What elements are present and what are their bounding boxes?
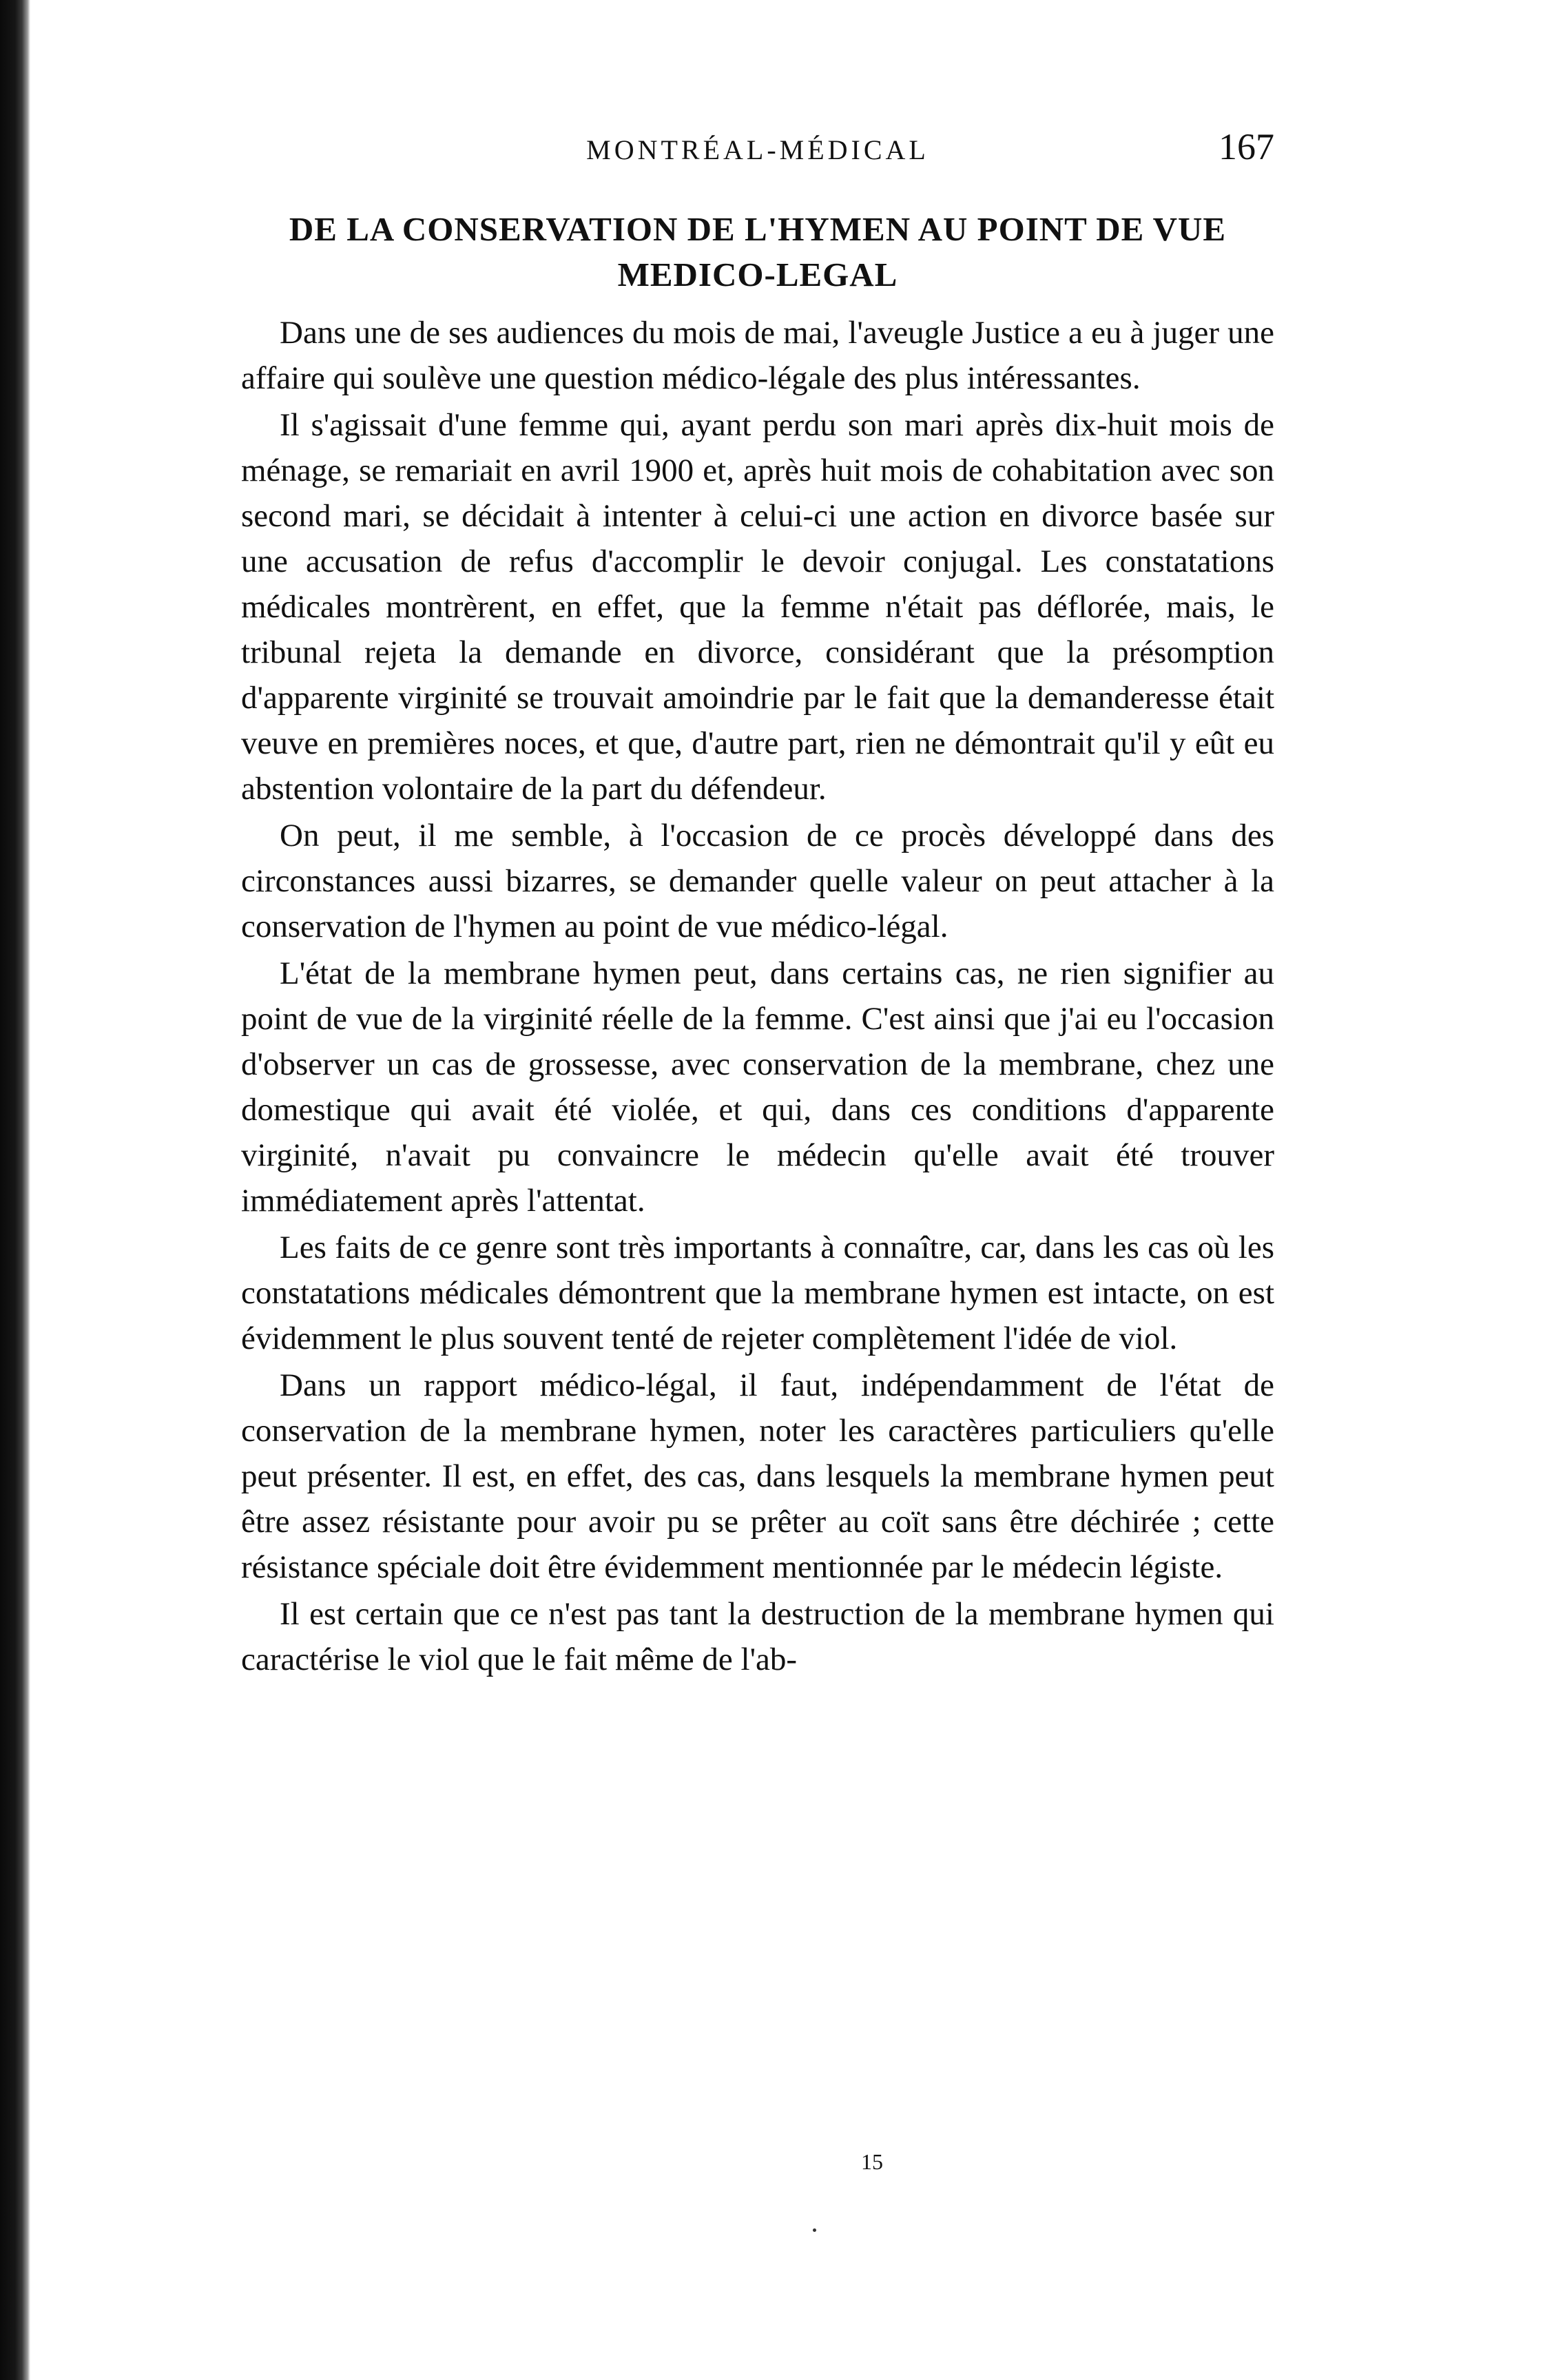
paragraph-6: Dans un rapport médico-légal, il faut, indépendamment de l'état de conservation de la membrane hymen, noter les caractères particuliers qu'elle peut présenter. Il est, en effet, des cas, dans lesquels la membrane hymen peut être assez résistante pour avoir pu se prêter au coït sans être déchirée ; cette résistance spéciale doit être évidemment mentionnée par le médecin légiste. <box>241 1367 1274 1585</box>
article-title-line-1: DE LA CONSERVATION DE L'HYMEN AU POINT DE VUE <box>289 210 1227 248</box>
running-header <box>241 124 1274 179</box>
article-body <box>241 310 1274 1682</box>
paragraph-4: L'état de la membrane hymen peut, dans certains cas, ne rien signifier au point de vue de la virginité réelle de la femme. C'est ainsi que j'ai eu l'occasion d'observer un cas de grossesse, avec conservation de la membrane, chez une domestique qui avait été violée, et qui, dans ces conditions d'apparente virginité, n'avait pu convaincre le médecin qu'elle avait été trouver immédiatement après l'attentat. <box>241 955 1274 1219</box>
signature-mark: 15 <box>861 2149 883 2174</box>
binding-edge <box>0 0 30 2380</box>
paragraph-3: On peut, il me semble, à l'occasion de ce procès développé dans des circonstances aussi bizarres, se demander quelle valeur on peut attacher à la conservation de l'hymen au point de vue médico-légal. <box>241 818 1274 944</box>
document-page <box>241 124 1274 1684</box>
running-title: MONTRÉAL-MÉDICAL <box>586 134 929 165</box>
paragraph-2: Il s'agissait d'une femme qui, ayant perdu son mari après dix-huit mois de ménage, se remariait en avril 1900 et, après huit mois de cohabitation avec son second mari, se décidait à intenter à celui-ci une action en divorce basée sur une accusation de refus d'accomplir le devoir conjugal. Les constatations médicales montrèrent, en effet, que la femme n'était pas déflorée, mais, le tribunal rejeta la demande en divorce, considérant que la présomption d'apparente virginité se trouvait amoindrie par le fait que la demanderesse était veuve en premières noces, et que, d'autre part, rien ne démontrait qu'il y eût eu abstention volontaire de la part du défendeur. <box>241 407 1274 807</box>
paragraph-7: Il est certain que ce n'est pas tant la destruction de la membrane hymen qui caractérise le viol que le fait même de l'ab- <box>241 1596 1274 1677</box>
article-title <box>241 207 1274 298</box>
stray-dot <box>813 2228 816 2232</box>
paragraph-5: Les faits de ce genre sont très importants à connaître, car, dans les cas où les constatations médicales démontrent que la membrane hymen est intacte, on est évidemment le plus souvent tenté de rejeter complètement l'idée de viol. <box>241 1230 1274 1356</box>
paragraph-1: Dans une de ses audiences du mois de mai, l'aveugle Justice a eu à juger une affaire qui soulève une question médico-légale des plus intéressantes. <box>241 315 1274 396</box>
page-number: 167 <box>1219 126 1274 167</box>
article-title-line-2: MEDICO-LEGAL <box>617 256 898 293</box>
